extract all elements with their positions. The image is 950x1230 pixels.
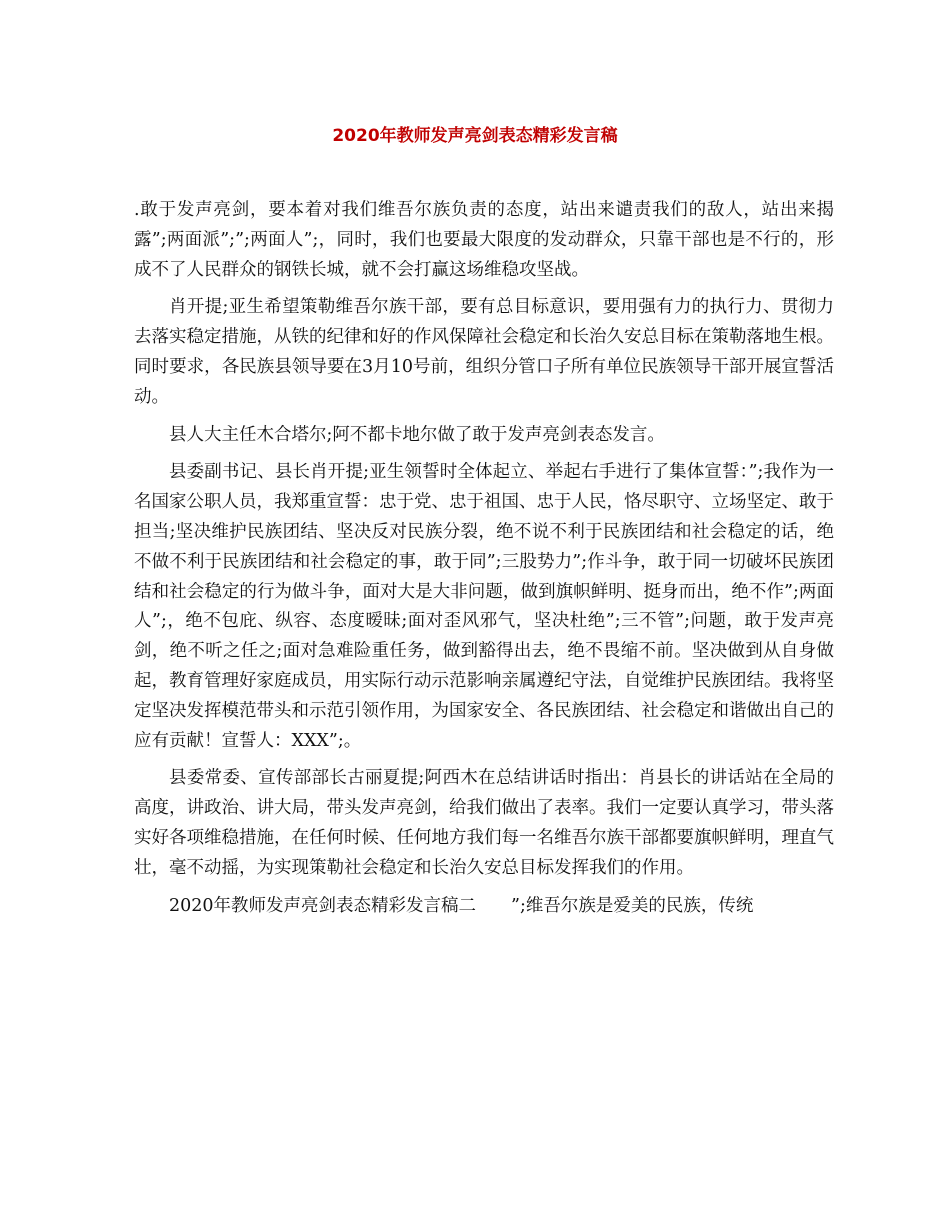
document-title: 2020年教师发声亮剑表态精彩发言稿 bbox=[332, 126, 618, 146]
paragraph-2: 肖开提;亚生希望策勒维吾尔族干部，要有总目标意识，要用强有力的执行力、贯彻力去落实稳定措施，从铁的纪律和好的作风保障社会稳定和长治久安总目标在策勒落地生根。同时要求，各民族县领导要在3月10号前，组织分管口子所有单位民族领导干部开展宣誓活动。 bbox=[134, 297, 834, 407]
paragraph-1: .敢于发声亮剑，要本着对我们维吾尔族负责的态度，站出来谴责我们的敌人，站出来揭露”;两面派”;”;两面人”;，同时，我们也要最大限度的发动群众，只靠干部也是不行的，形成不了人民群众的钢铁长城，就不会打赢这场维稳攻坚战。 bbox=[134, 200, 834, 280]
paragraph-3: 县人大主任木合塔尔;阿不都卡地尔做了敢于发声亮剑表态发言。 bbox=[169, 424, 665, 445]
paragraph-5: 县委常委、宣传部部长古丽夏提;阿西木在总结讲话时指出：肖县长的讲话站在全局的高度，讲政治、讲大局，带头发声亮剑，给我们做出了表率。我们一定要认真学习，带头落实好各项维稳措施，在任何时候、任何地方我们每一名维吾尔族干部都要旗帜鲜明，理直气壮，毫不动摇，为实现策勒社会稳定和长治久安总目标发挥我们的作用。 bbox=[134, 768, 834, 878]
paragraph-6: 2020年教师发声亮剑表态精彩发言稿二 ”;维吾尔族是爱美的民族，传统 bbox=[169, 895, 754, 916]
paragraph-4: 县委副书记、县长肖开提;亚生领誓时全体起立、举起右手进行了集体宣誓：”;我作为一名国家公职人员，我郑重宣誓：忠于党、忠于祖国、忠于人民，恪尽职守、立场坚定、敢于担当;坚决维护民族团结、坚决反对民族分裂，绝不说不利于民族团结和社会稳定的话，绝不做不利于民族团结和社会稳定的事，敢于同”;三股势力”;作斗争，敢于同一切破坏民族团结和社会稳定的行为做斗争，面对大是大非问题，做到旗帜鲜明、挺身而出，绝不作”;两面人”;，绝不包庇、纵容、态度暧昧;面对歪风邪气，坚决杜绝”;三不管”;问题，敢于发声亮剑，绝不听之任之;面对急难险重任务，做到豁得出去，绝不畏缩不前。坚决做到从自身做起，教育管理好家庭成员，用实际行动示范影响亲属遵纪守法，自觉维护民族团结。我将坚定坚决发挥模范带头和示范引领作用，为国家安全、各民族团结、社会稳定和谐做出自己的应有贡献！宣誓人：XXX”;。 bbox=[134, 462, 834, 751]
document-body bbox=[134, 196, 834, 929]
